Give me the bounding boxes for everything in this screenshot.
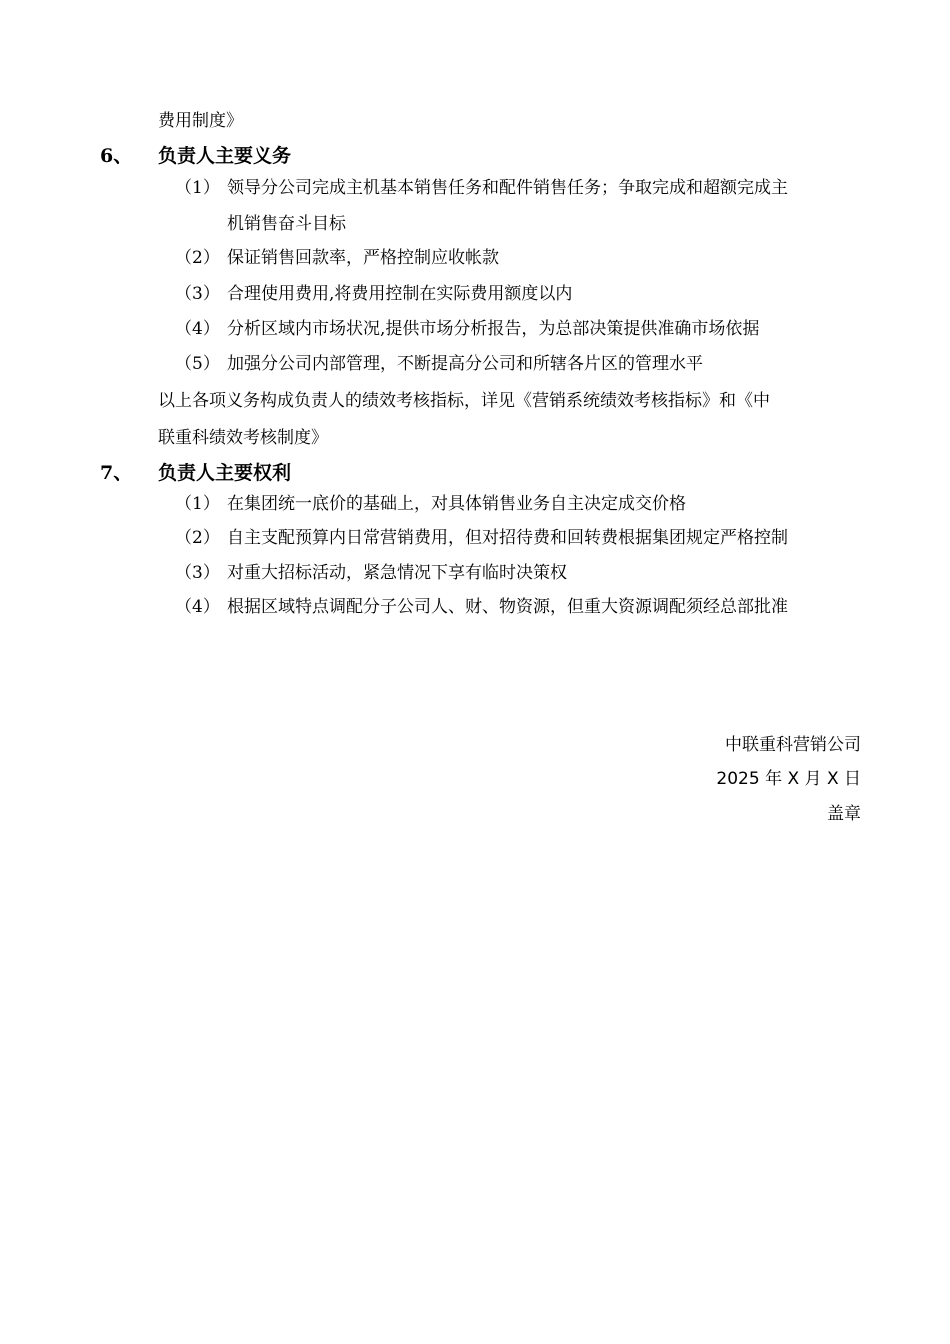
item-marker: （4） [175, 597, 220, 617]
item-text: 自主支配预算内日常营销费用，但对招待费和回转费根据集团规定严格控制 [227, 528, 788, 548]
item-marker: （3） [175, 563, 220, 583]
item-marker: （4） [175, 319, 220, 339]
section-6-number: 6、 [100, 145, 133, 167]
section-7-title: 负责人主要权利 [158, 462, 292, 484]
item-marker: （2） [175, 248, 220, 268]
item-text-continuation: 机销售奋斗目标 [227, 214, 346, 234]
item-marker: （2） [175, 528, 220, 548]
signature-date: 2025 年 X 月 X 日 [716, 769, 861, 789]
item-text: 保证销售回款率，严格控制应收帐款 [227, 248, 499, 268]
list-item [175, 282, 572, 306]
list-item [175, 176, 788, 200]
item-marker: （1） [175, 178, 220, 198]
section-7-heading [100, 460, 291, 486]
item-marker: （1） [175, 494, 220, 514]
list-item [175, 317, 759, 341]
signature-seal: 盖章 [827, 804, 861, 824]
item-text: 对重大招标活动，紧急情况下享有临时决策权 [227, 563, 567, 583]
item-text: 领导分公司完成主机基本销售任务和配件销售任务；争取完成和超额完成主 [227, 178, 788, 198]
list-item [175, 561, 567, 585]
item-text: 加强分公司内部管理，不断提高分公司和所辖各片区的管理水平 [227, 354, 703, 374]
list-item [175, 352, 703, 376]
list-item [175, 246, 499, 270]
item-text: 在集团统一底价的基础上，对具体销售业务自主决定成交价格 [227, 494, 686, 514]
section-6-heading [100, 143, 291, 169]
list-item [175, 492, 686, 516]
signature-company: 中联重科营销公司 [725, 735, 861, 755]
intro-tail-text: 费用制度》 [158, 111, 243, 131]
section-6-title: 负责人主要义务 [158, 145, 292, 167]
section-7-number: 7、 [100, 462, 133, 484]
item-text: 分析区域内市场状况,提供市场分析报告，为总部决策提供准确市场依据 [227, 319, 760, 339]
item-text: 根据区域特点调配分子公司人、财、物资源，但重大资源调配须经总部批准 [227, 597, 788, 617]
item-text: 合理使用费用,将费用控制在实际费用额度以内 [227, 284, 573, 304]
section-6-note-continuation: 联重科绩效考核制度》 [158, 428, 328, 448]
list-item [175, 595, 788, 619]
item-marker: （3） [175, 284, 220, 304]
item-marker: （5） [175, 354, 220, 374]
section-6-note: 以上各项义务构成负责人的绩效考核指标，详见《营销系统绩效考核指标》和《中 [158, 391, 770, 411]
list-item [175, 526, 788, 550]
